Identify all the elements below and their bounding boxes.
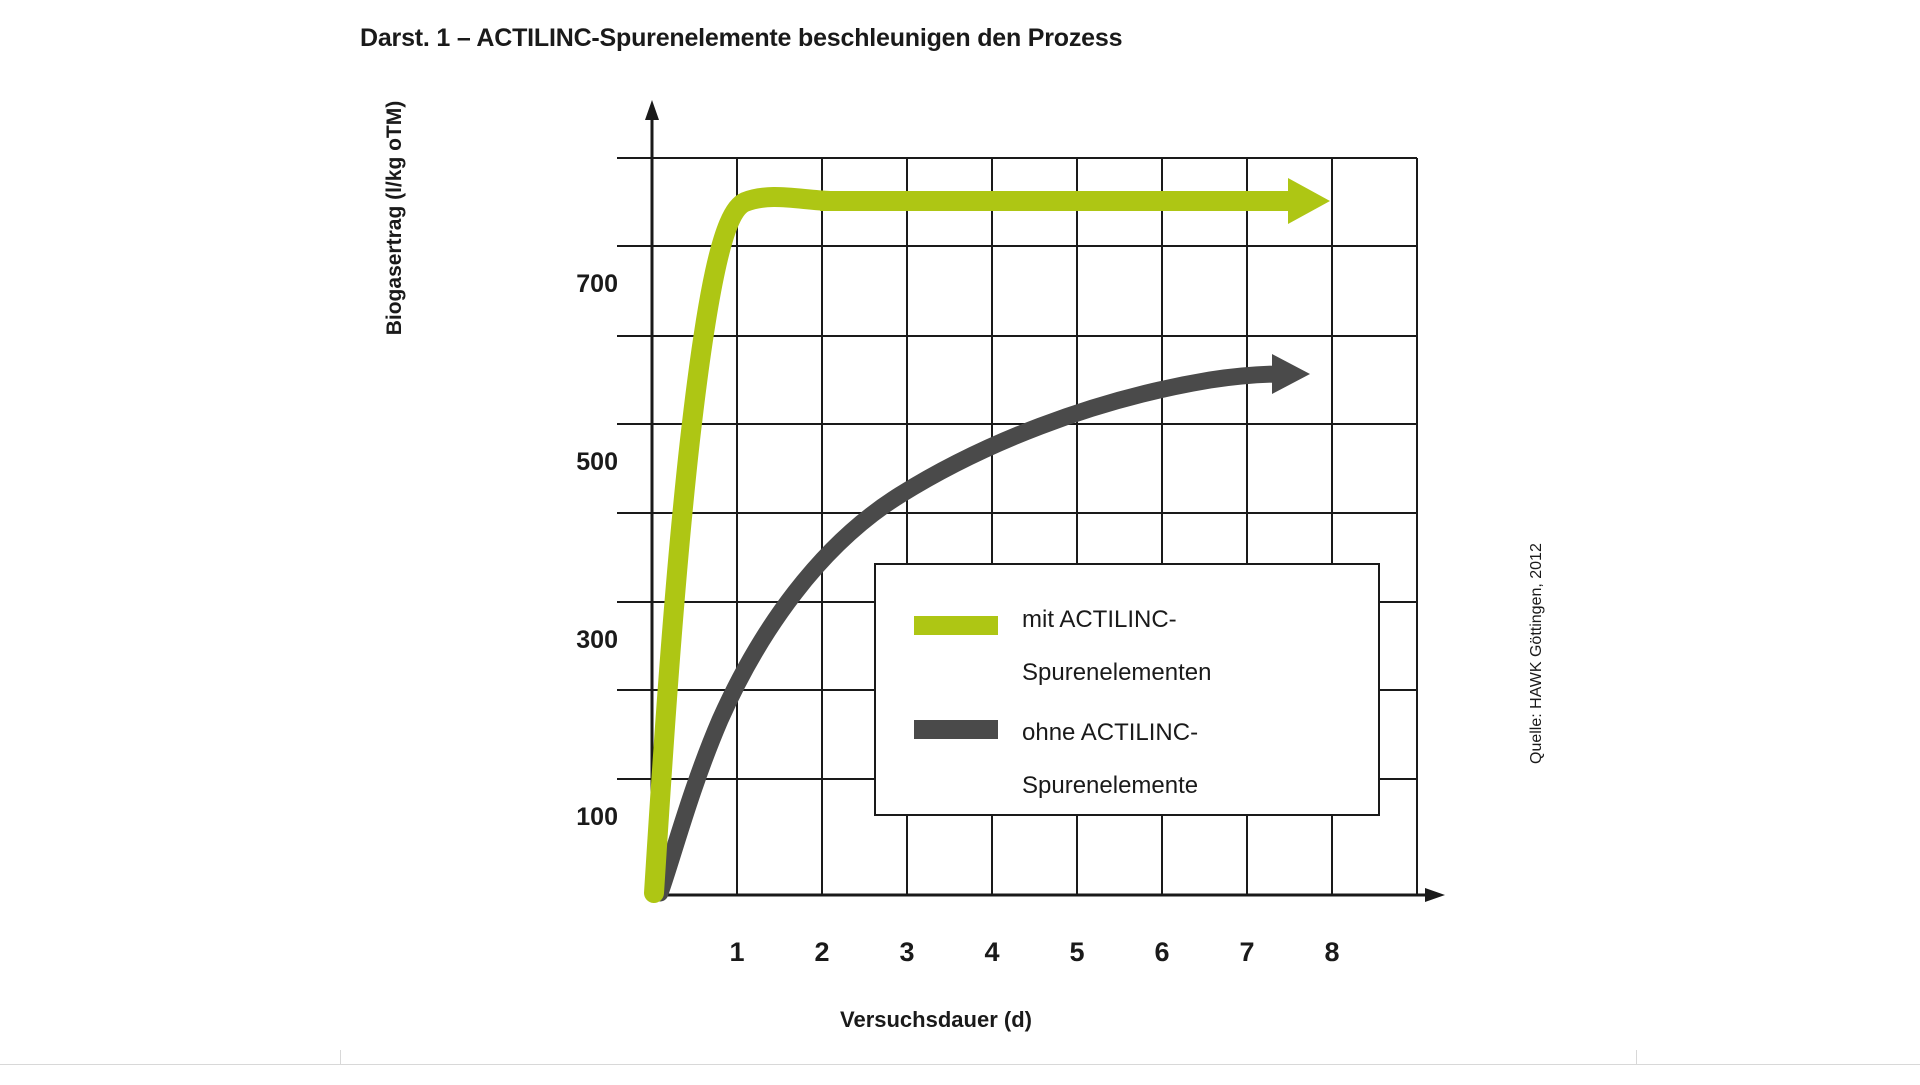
x-tick-label-5: 5	[1069, 937, 1085, 967]
x-tick-label-8: 8	[1324, 937, 1340, 967]
x-tick-label-1: 1	[729, 937, 745, 967]
footer-tick-left	[340, 1050, 341, 1065]
series-mit-arrowhead	[1288, 178, 1330, 224]
x-tick-label-2: 2	[814, 937, 830, 967]
legend-swatch-ohne	[914, 720, 998, 739]
legend-label-mit-line1: mit ACTILINC-	[1022, 606, 1177, 633]
y-axis-title: Biogasertrag (l/kg oTM)	[383, 100, 406, 336]
x-tick-label-7: 7	[1239, 937, 1255, 967]
legend-label-mit	[1022, 593, 1362, 699]
legend-label-ohne-line1: ohne ACTILINC- Spurenelemente	[1022, 719, 1199, 799]
x-axis-title: Versuchsdauer (d)	[840, 1007, 1032, 1032]
x-axis-arrowhead	[1425, 888, 1445, 902]
x-tick-label-3: 3	[899, 937, 915, 967]
footer-divider	[0, 1064, 1920, 1065]
x-tick-label-4: 4	[984, 937, 1000, 967]
series-ohne-arrowhead	[1272, 354, 1310, 394]
chart-legend	[874, 563, 1380, 816]
source-note: Quelle: HAWK Göttingen, 2012	[1528, 543, 1545, 764]
legend-swatch-mit	[914, 616, 998, 635]
page-title: Darst. 1 – ACTILINC-Spurenelemente beschleunigen den Prozess	[360, 24, 1123, 52]
y-tick-label-700: 700	[576, 270, 618, 298]
footer-tick-right	[1636, 1050, 1637, 1065]
legend-label-mit-line2: Spurenelementen	[1022, 659, 1212, 686]
y-tick-label-300: 300	[576, 626, 618, 654]
x-tick-label-6: 6	[1154, 937, 1170, 967]
y-tick-label-100: 100	[576, 803, 618, 831]
y-axis-arrowhead	[645, 100, 659, 120]
legend-label-ohne	[1022, 706, 1362, 812]
y-tick-label-500: 500	[576, 448, 618, 476]
